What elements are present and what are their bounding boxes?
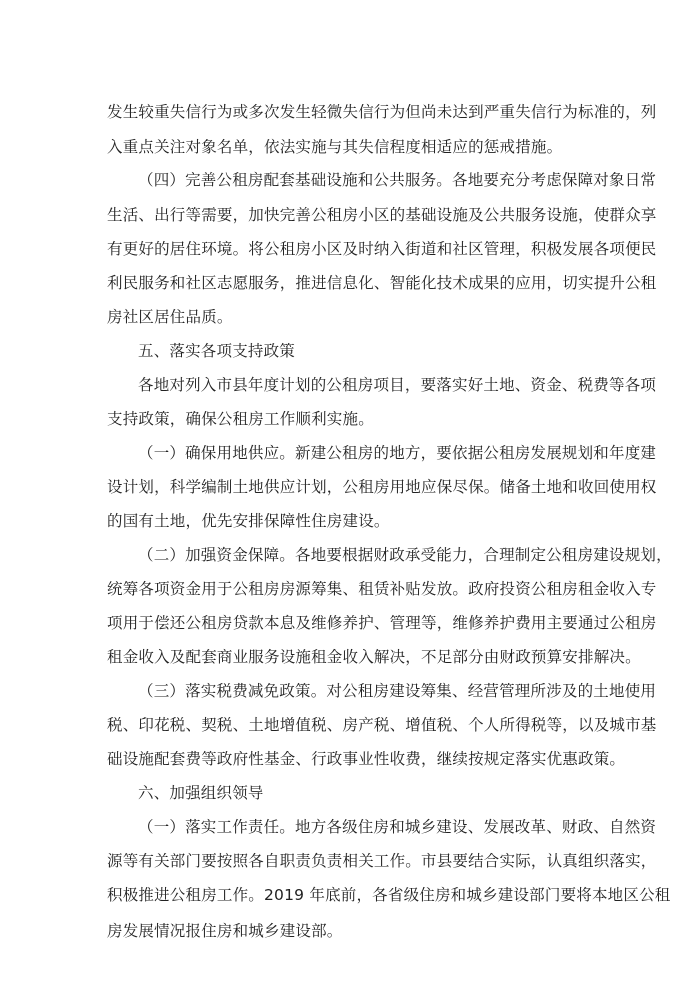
- section-heading: 六、加强组织领导: [138, 784, 264, 802]
- paragraph-first-line: 各地对列入市县年度计划的公租房项目，要落实好土地、资金、税费等各项: [138, 376, 657, 394]
- body-text-line: 支持政策，确保公租房工作顺利实施。: [107, 410, 374, 428]
- paragraph-first-line: （一）落实工作责任。地方各级住房和城乡建设、发展改革、财政、自然资: [138, 818, 657, 836]
- body-text-line: 积极推进公租房工作。2019 年底前，各省级住房和城乡建设部门要将本地区公租: [107, 886, 671, 904]
- body-text-line: 生活、出行等需要，加快完善公租房小区的基础设施及公共服务设施，使群众享: [107, 206, 657, 224]
- body-text-line: 发生较重失信行为或多次发生轻微失信行为但尚未达到严重失信行为标准的，列: [107, 103, 657, 121]
- body-text-line: 统筹各项资金用于公租房房源筹集、租赁补贴发放。政府投资公租房租金收入专: [107, 580, 657, 598]
- paragraph-first-line: （四）完善公租房配套基础设施和公共服务。各地要充分考虑保障对象日常: [138, 171, 657, 189]
- paragraph-first-line: （二）加强资金保障。各地要根据财政承受能力，合理制定公租房建设规划，: [138, 546, 672, 564]
- paragraph-first-line: （一）确保用地供应。新建公租房的地方，要依据公租房发展规划和年度建: [138, 444, 657, 462]
- body-text-line: 源等有关部门要按照各自职责负责相关工作。市县要结合实际，认真组织落实，: [107, 852, 657, 870]
- body-text-line: 有更好的居住环境。将公租房小区及时纳入街道和社区管理，积极发展各项便民: [107, 240, 657, 258]
- body-text-line: 房发展情况报住房和城乡建设部。: [107, 922, 343, 940]
- paragraph-first-line: （三）落实税费减免政策。对公租房建设筹集、经营管理所涉及的土地使用: [138, 682, 657, 700]
- body-text-line: 设计划，科学编制土地供应计划，公租房用地应保尽保。储备土地和收回使用权: [107, 478, 657, 496]
- body-text-line: 的国有土地，优先安排保障性住房建设。: [107, 512, 390, 530]
- body-text-line: 税、印花税、契税、土地增值税、房产税、增值税、个人所得税等，以及城市基: [107, 716, 657, 734]
- body-text-line: 租金收入及配套商业服务设施租金收入解决，不足部分由财政预算安排解决。: [107, 648, 641, 666]
- body-text-line: 房社区居住品质。: [107, 308, 233, 326]
- body-text-line: 础设施配套费等政府性基金、行政事业性收费，继续按规定落实优惠政策。: [107, 750, 626, 768]
- section-heading: 五、落实各项支持政策: [138, 342, 296, 360]
- body-text-line: 入重点关注对象名单，依法实施与其失信程度相适应的惩戒措施。: [107, 138, 563, 156]
- body-text-line: 项用于偿还公租房贷款本息及维修养护、管理等，维修养护费用主要通过公租房: [107, 614, 657, 632]
- body-text-line: 利民服务和社区志愿服务，推进信息化、智能化技术成果的应用，切实提升公租: [107, 274, 657, 292]
